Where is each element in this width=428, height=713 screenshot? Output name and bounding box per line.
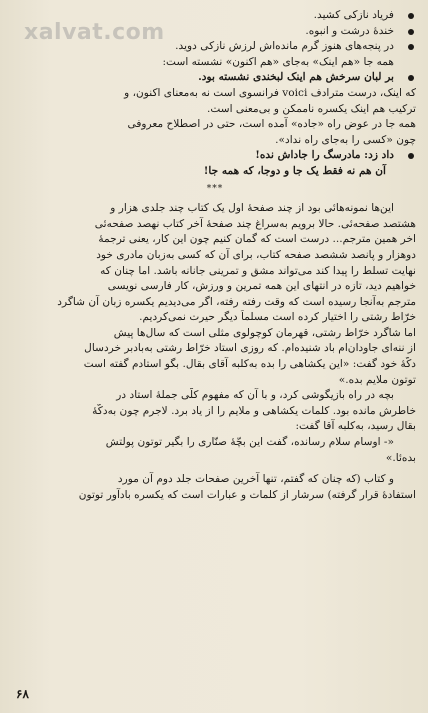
bullet-line: فریاد نازکی کشید. (14, 8, 416, 24)
paragraph-line: استفادهٔ قرار گرفته) سرشار از کلمات و عبارات است که یکسره باد‌آور توتون (78, 488, 416, 501)
paragraph-line: اما شاگرد خرّاط رشتی، قهرمان کوچولوی مثلی است که سال‌ها پیش (113, 326, 416, 339)
quote-line: «- اوسام سلام رسانده، گفت این بچّهٔ صنّاری را بگیر توتون پولتش (105, 436, 394, 449)
paragraph-line: این‌ها نمونه‌هائی بود از چند صفحهٔ اول یک کتاب چند جلدی هزار و (110, 202, 394, 215)
paragraph-line: و کتاب (که چنان که گفتم، تنها آخرین صفحات جلد دوم آن مورد (117, 473, 394, 486)
paragraph-line: خاطرش مانده بود. کلمات یکشاهی و ملایم را از یاد برد. لاجرم چون به‌دکّهٔ (92, 404, 416, 417)
text-line: ترکیب هم اینک یکسره ناممکن و بی‌معنی است. (206, 102, 416, 115)
paragraph-line: خرّاط رشتی را اختیار کرده است مسلماً دیگر حیرت نمی‌کردیم. (139, 311, 416, 324)
paragraph-line: نهایت تسلط را پیدا کند می‌تواند مشق و تمرینی جانانه باشد. اما چنان که (100, 264, 416, 277)
page-text (14, 8, 416, 503)
bullet-line: داد زد: مادرسگ را جاداش نده! (14, 148, 416, 164)
text-line: همه جا در عوض راه «جاده» آمده است، حتی در اصطلاح معروفی (127, 118, 416, 131)
section-separator: *** (206, 183, 224, 194)
paragraph-line: خواهیم دید، تازه در انتهای این همه تمرین و ورزش، کار فارسی نویسی (107, 280, 416, 293)
bullet-line: خندهٔ درشت و انبوه. (14, 24, 416, 40)
paragraph-line: توتون ملایم بده.» (338, 373, 416, 386)
paragraph-line: بقال رسید، به‌کلبه آقا گفت: (295, 420, 416, 433)
bullet-line: در پنجه‌های هنوز گرم مانده‌اش لرزش نازکی دوید. (14, 39, 416, 55)
text-line: آن هم نه فقط یک جا و دوجا، که همه جا! (203, 164, 386, 177)
watermark: xalvat.com (24, 20, 165, 45)
quote-line: بده‌ئا.» (385, 451, 416, 464)
paragraph-line: مترجم به‌آنجا رسیده است که وقت رفته رفته، اگر می‌دیدیم یکسره زبان آن شاگرد (57, 295, 416, 308)
paragraph-line: از ننه‌ای جاودان‌ام باد شنیده‌ام. که روزی استاد خرّاط رشتی به‌بادبر خردسال (84, 342, 416, 355)
paragraph-line: دکّهٔ خود گفت: «این یکشاهی را بده به‌کلبه آقای بقال. بگو استادم گفته است (83, 358, 416, 371)
page-number: ۶۸ (16, 687, 29, 701)
text-line: چون «کسی را به‌جای راه نداد». (275, 133, 416, 146)
text-line: همه جا «هم اینک» به‌جای «هم اکنون» نشسته است: (162, 55, 394, 68)
paragraph-line: بچه در راه بازیگوشی کرد، و با آن که مفهوم کلّی جملهٔ استاد در (116, 389, 394, 402)
paragraph-line: دوهزار و پانصد ششصد صفحه کتاب، برای آن که کسی به‌زبان مادری خود (96, 248, 416, 261)
paragraph-line: اخر همین مترجم... درست است که گمان کنیم چون این کار، یعنی ترجمهٔ (98, 233, 416, 246)
bullet-line: بر لبان سرخش هم اینک لبخندی نشسته بود. (14, 70, 416, 86)
text-line: که اینک، درست مترادف voici فرانسوی است نه به‌معنای اکنون، و (124, 86, 416, 99)
paragraph-line: هشتصد صفحه‌ئی. حالا برویم به‌سراغ چند صفحهٔ آخر کتاب نهصد صفحه‌ئی (94, 217, 416, 230)
